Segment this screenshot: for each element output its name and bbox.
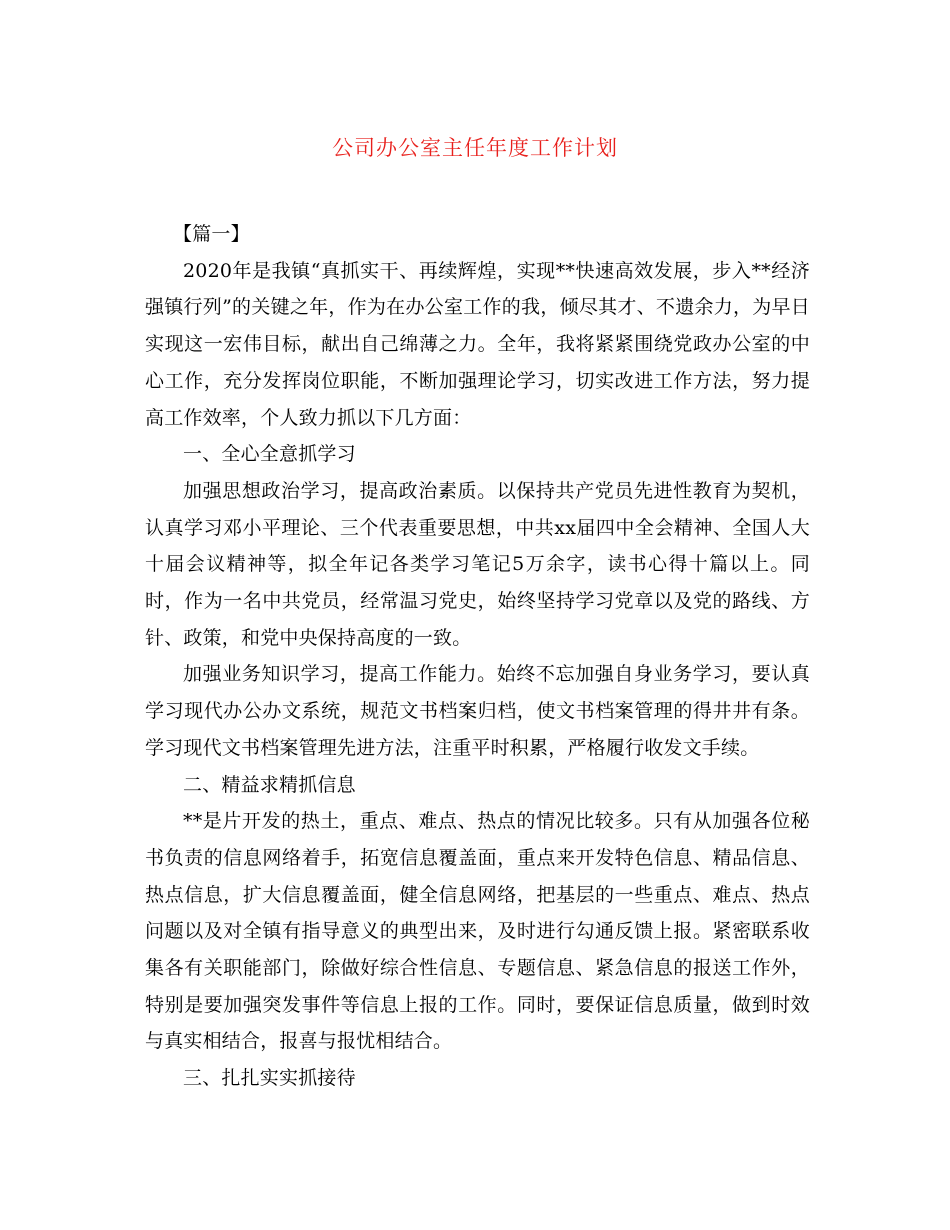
heading-reception: 三、扎扎实实抓接待	[183, 1067, 356, 1090]
document-title: 公司办公室主任年度工作计划	[332, 136, 618, 160]
heading-information: 二、精益求精抓信息	[183, 773, 356, 796]
intro-paragraph: 2020年是我镇“真抓实干、再续辉煌，实现**快速高效发展，步入**经济强镇行列”的关键之年，作为在办公室工作的我，倾尽其才、不遗余力，为早日实现这一宏伟目标，献出自己绵薄之力。全年，我将紧紧围绕党政办公室的中心工作，充分发挥岗位职能，不断加强理论学习，切实改进工作方法，努力提高工作效率，个人致力抓以下几方面：	[145, 259, 810, 429]
document-body	[145, 216, 810, 1097]
paragraph-business-study: 加强业务知识学习，提高工作能力。始终不忘加强自身业务学习，要认真学习现代办公办文系统，规范文书档案归档，使文书档案管理的得井井有条。学习现代文书档案管理先进方法，注重平时积累，严格履行收发文手续。	[145, 663, 810, 759]
paragraph-political-study: 加强思想政治学习，提高政治素质。以保持共产党员先进性教育为契机，认真学习邓小平理论、三个代表重要思想，中共xx届四中全会精神、全国人大十届会议精神等，拟全年记各类学习笔记5万余字，读书心得十篇以上。同时，作为一名中共党员，经常温习党史，始终坚持学习党章以及党的路线、方针、政策，和党中央保持高度的一致。	[145, 479, 810, 649]
paragraph-information: **是片开发的热土，重点、难点、热点的情况比较多。只有从加强各位秘书负责的信息网络着手，拓宽信息覆盖面，重点来开发特色信息、精品信息、热点信息，扩大信息覆盖面，健全信息网络，把基层的一些重点、难点、热点问题以及对全镇有指导意义的典型出来，及时进行勾通反馈上报。紧密联系收集各有关职能部门，除做好综合性信息、专题信息、紧急信息的报送工作外，特别是要加强突发事件等信息上报的工作。同时，要保证信息质量，做到时效与真实相结合，报喜与报忧相结合。	[145, 810, 810, 1053]
heading-study: 一、全心全意抓学习	[183, 443, 356, 466]
section-heading-part-one: 【篇一】	[173, 223, 250, 245]
